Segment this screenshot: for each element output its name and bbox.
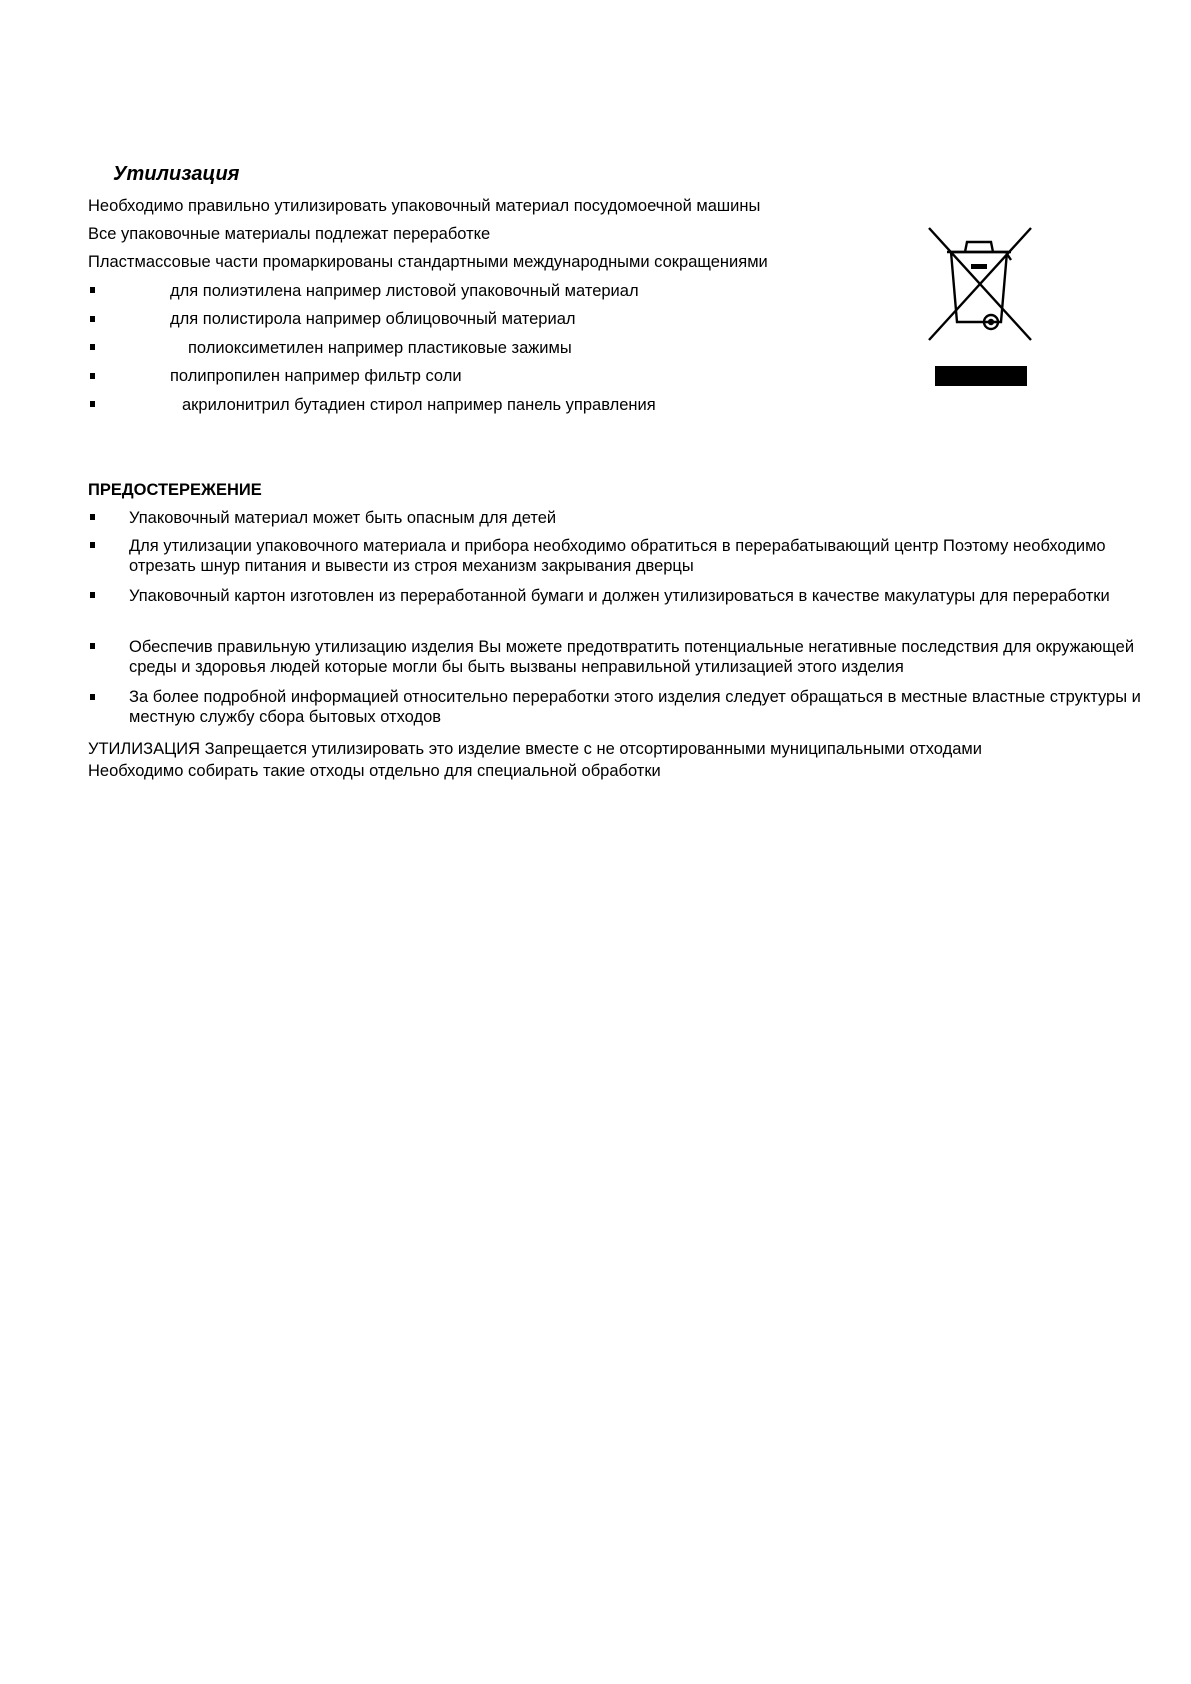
warning-item: За более подробной информацией относительно переработки этого изделия следует обращаться в местные властные структуры и местную службу сбора бытовых отходов	[129, 688, 1141, 726]
bullet-marker	[90, 287, 95, 293]
plastics-item: акрилонитрил бутадиен стирол например панель управления	[182, 396, 656, 414]
plastics-item: полиоксиметилен например пластиковые зажимы	[188, 339, 572, 357]
bullet-marker	[90, 514, 95, 520]
warning-item: Для утилизации упаковочного материала и прибора необходимо обратиться в перерабатывающий центр Поэтому необходимо отрезать шнур питания и вывести из строя механизм закрывания дверцы	[129, 537, 1106, 575]
weee-black-bar	[935, 366, 1027, 386]
intro-line-1: Необходимо правильно утилизировать упаковочный материал посудомоечной машины	[88, 197, 761, 215]
warning-item: Упаковочный материал может быть опасным для детей	[129, 509, 557, 527]
warning-item: Упаковочный картон изготовлен из переработанной бумаги и должен утилизироваться в качестве макулатуры для переработки	[129, 587, 1110, 605]
warning-heading: ПРЕДОСТЕРЕЖЕНИЕ	[88, 481, 262, 499]
bullet-marker	[90, 373, 95, 379]
plastics-item: для полистирола например облицовочный материал	[170, 310, 576, 328]
intro-line-2: Все упаковочные материалы подлежат переработке	[88, 225, 491, 243]
bullet-marker	[90, 694, 95, 700]
intro-line-3: Пластмассовые части промаркированы стандартными международными сокращениями	[88, 253, 768, 271]
plastics-item: полипропилен например фильтр соли	[170, 367, 462, 385]
warning-item: Обеспечив правильную утилизацию изделия Вы можете предотвратить потенциальные негативные последствия для окружающей среды и здоровья людей которые могли бы быть вызваны неправильной утилизацией этого изделия	[129, 638, 1135, 676]
bullet-marker	[90, 592, 95, 598]
crossed-out-wheelie-bin-icon	[925, 224, 1035, 388]
page-title: Утилизация	[113, 163, 240, 185]
bullet-marker	[90, 542, 95, 548]
footer-line-1: УТИЛИЗАЦИЯ Запрещается утилизировать это изделие вместе с не отсортированными муниципальными отходами	[88, 740, 982, 758]
bullet-marker	[90, 316, 95, 322]
plastics-item: для полиэтилена например листовой упаковочный материал	[170, 282, 639, 300]
bullet-marker	[90, 344, 95, 350]
footer-line-2: Необходимо собирать такие отходы отдельно для специальной обработки	[88, 762, 661, 780]
bullet-marker	[90, 643, 95, 649]
bullet-marker	[90, 401, 95, 407]
